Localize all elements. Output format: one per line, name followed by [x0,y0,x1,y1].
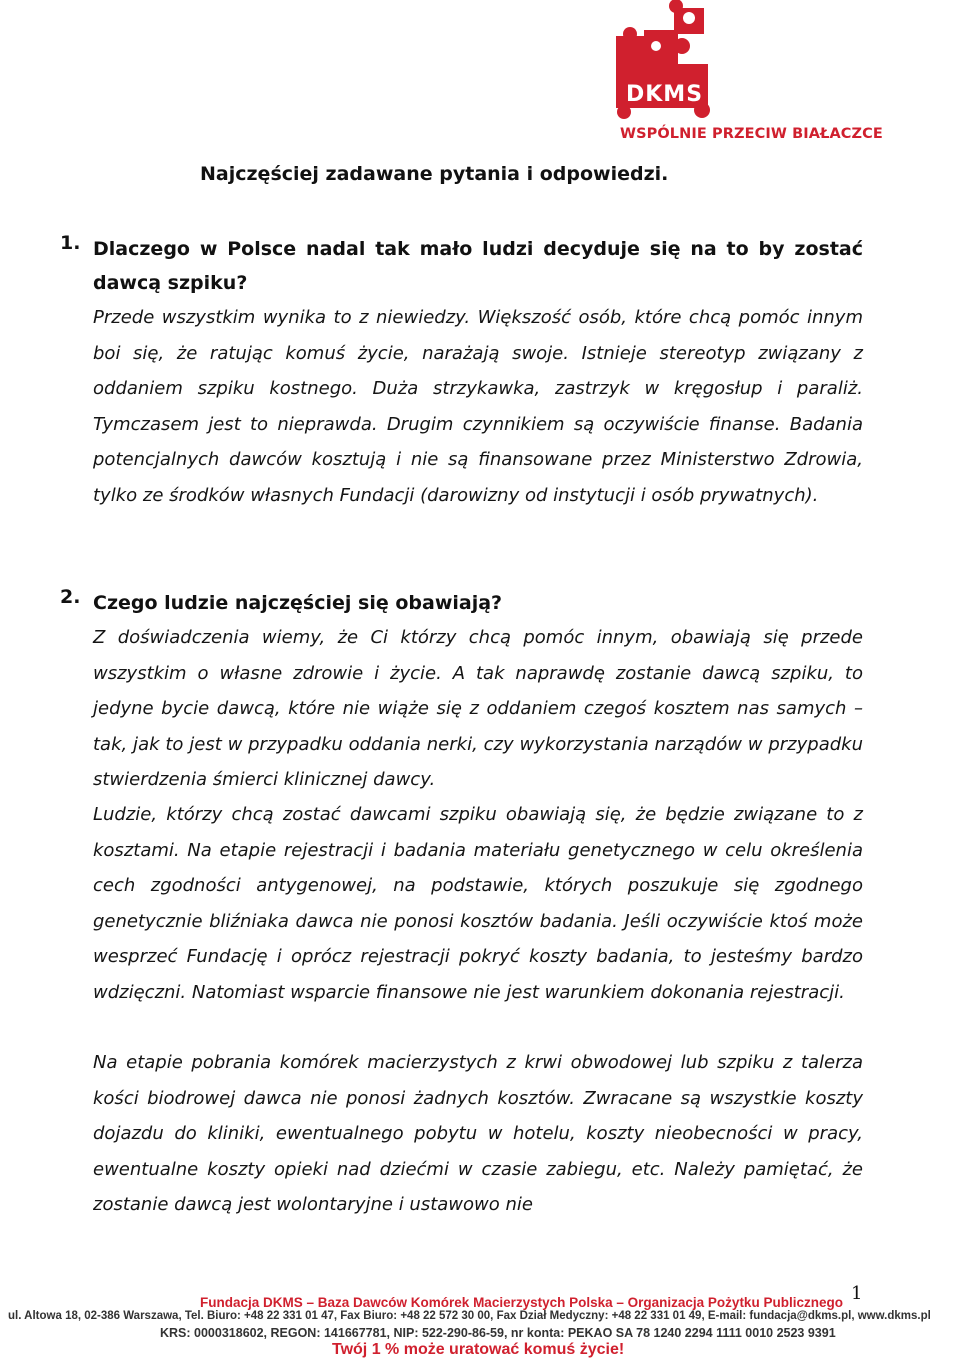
footer-registry: KRS: 0000318602, REGON: 141667781, NIP: 522-290-86-59, nr konta: PEKAO SA 78 1240 2294 1111 0010 2523 9391 [160,1326,836,1340]
footer-contact: ul. Altowa 18, 02-386 Warszawa, Tel. Biuro: +48 22 331 01 47, Fax Biuro: +48 22 572 30 00, Fax Dział Medyczny: +48 22 331 01 49, E-mail: fundacja@dkms.pl, www.dkms.pl [8,1310,931,1322]
page-title: Najczęściej zadawane pytania i odpowiedzi. [200,163,669,185]
answer-2-paragraph-1: Z doświadczenia wiemy, że Ci którzy chcą pomóc innym, obawiają się przede wszystkim o własne zdrowie i życie. A tak naprawdę zostanie dawcą szpiku, to jedyne bycie dawcą, które nie wiąże się z oddaniem czegoś kosztem nas samych – tak, jak to jest w przypadku oddania nerki, czy wykorzystania narządów w przypadku stwierdzenia śmierci klinicznej dawcy. [93,627,863,790]
question-text: Dlaczego w Polsce nadal tak mało ludzi decyduje się na to by zostać dawcą szpiku? [93,238,863,294]
answer-1: Przede wszystkim wynika to z niewiedzy. Większość osób, które chcą pomóc innym boi się, że ratując komuś życie, narażają swoje. Istnieje stereotyp związany z oddaniem szpiku kostnego. Duża strzykawka, zastrzyk w kręgosłup i paraliż. Tymczasem jest to nieprawda. Drugim czynnikiem są oczywiście finanse. Badania potencjalnych dawców kosztują i nie są finansowane przez Ministerstwo Zdrowia, tylko ze środków własnych Fundacji (darowizny od instytucji i osób prywatnych). [93,307,863,506]
logo-wordmark: DKMS [626,82,704,107]
question-text: Czego ludzie najczęściej się obawiają? [93,592,503,614]
footer-organization: Fundacja DKMS – Baza Dawców Komórek Macierzystych Polska – Organizacja Pożytku Publicznego [200,1295,843,1310]
page-number: 1 [851,1283,863,1304]
footer [0,1295,960,1365]
question-number: 2. [60,586,81,608]
logo-tagline: WSPÓLNIE PRZECIW BIAŁACZCE [620,126,883,142]
answer-2-paragraph-3: Na etapie pobrania komórek macierzystych z krwi obwodowej lub szpiku z talerza kości biodrowej dawca nie ponosi żadnych kosztów. Zwracane są wszystkie koszty dojazdu do kliniki, ewentualnego pobytu w hotelu, koszty nieobecności w pracy, ewentualne koszty opieki nad dziećmi w czasie zabiegu, etc. Należy pamiętać, że zostanie dawcą jest wolontaryjne i ustawowo nie [93,1052,863,1215]
answer-2-paragraph-2: Ludzie, którzy chcą zostać dawcami szpiku obawiają się, że będzie związane to z kosztami. Na etapie rejestracji i badania materiału genetycznego w celu określenia cech zgodności antygenowej, na podstawie, których poszukuje się zgodnego genetycznie bliźniaka dawca nie ponosi kosztów badania. Jeśli oczywiście ktoś może wesprzeć Fundację i oprócz rejestracji pokryć koszty badania, to jesteśmy bardzo wdzięczni. Natomiast wsparcie finansowe nie jest warunkiem dokonania rejestracji. [93,804,863,1003]
dkms-logo [606,0,883,150]
question-number: 1. [60,232,81,254]
footer-slogan: Twój 1 % może uratować komuś życie! [332,1341,625,1358]
